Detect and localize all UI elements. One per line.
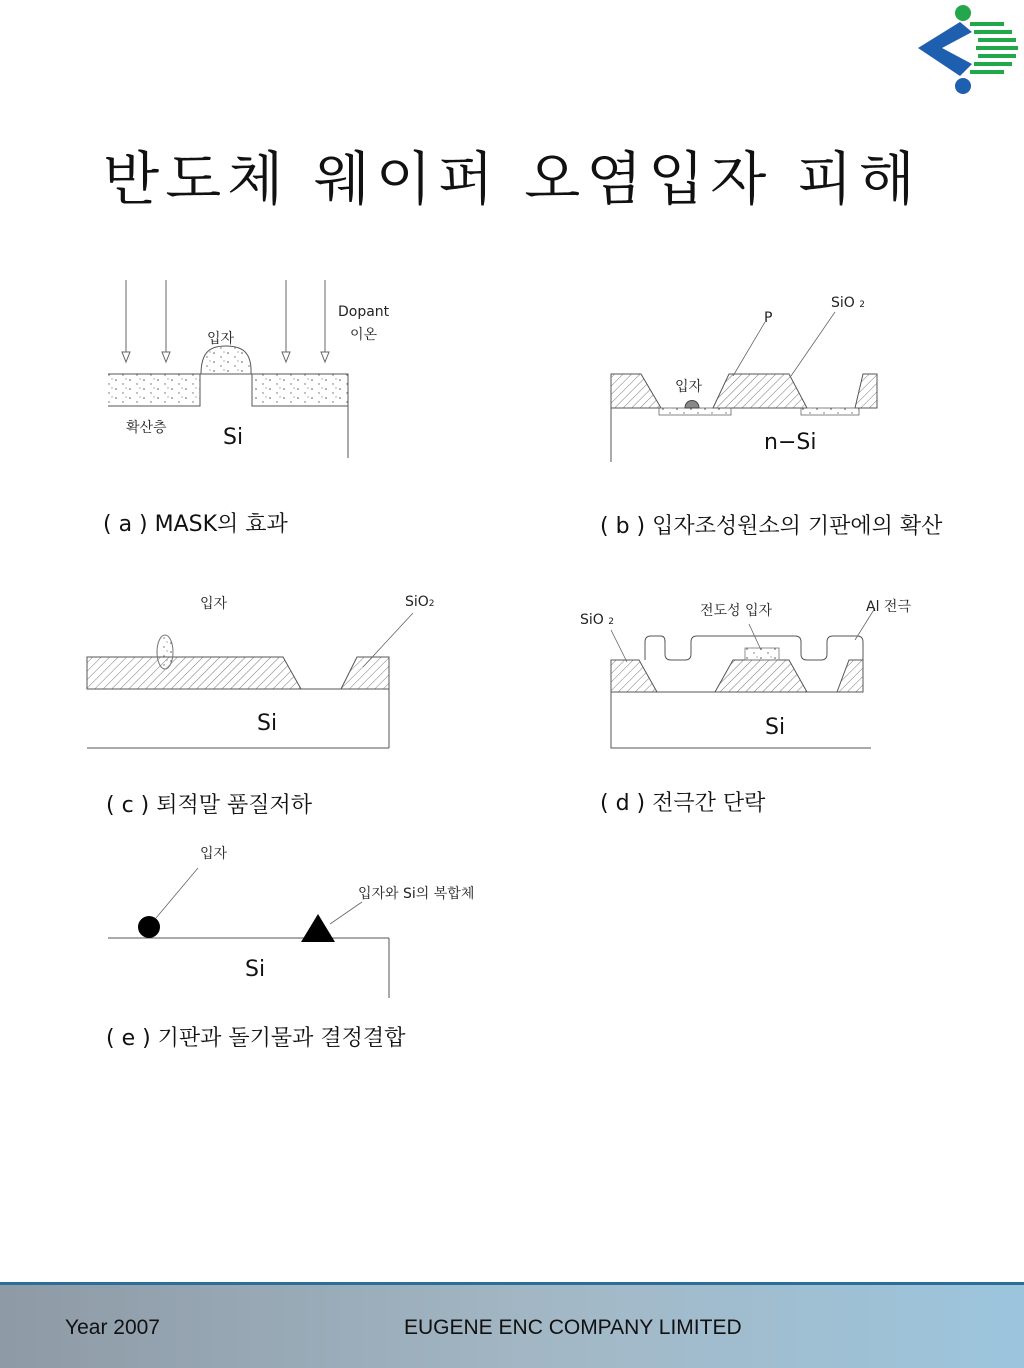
panel-e-particle-label: 입자: [200, 846, 228, 862]
panel-a-caption: ( a ) MASK의 효과: [103, 512, 288, 537]
panel-b-caption: ( b ) 입자조성원소의 기판에의 확산: [600, 514, 943, 539]
panel-e-complex-label: 입자와 Si의 복합체: [358, 886, 475, 902]
footer-year: Year 2007: [65, 1316, 160, 1339]
footer-company: EUGENE ENC COMPANY LIMITED: [404, 1316, 742, 1339]
panel-d-substrate-label: Si: [765, 715, 786, 740]
panel-a-substrate-label: Si: [223, 425, 244, 450]
panel-d-diagram: [605, 620, 880, 755]
panel-d-sio2-label: [580, 612, 614, 628]
panel-c-substrate-label: Si: [257, 711, 278, 736]
panel-c-particle-label: 입자: [200, 596, 228, 612]
panel-b-diagram: [605, 290, 885, 465]
panel-c-sio2-label: [405, 594, 435, 610]
panel-d-sio2-text: SiO: [580, 612, 604, 628]
panel-c-diagram: [85, 605, 415, 755]
panel-d-caption: ( d ) 전극간 단락: [600, 791, 766, 816]
panel-b-sio2-text: SiO: [831, 295, 855, 311]
panel-a-ion-label: 이온: [350, 327, 378, 343]
panel-a-layer-label: 확산층: [126, 420, 167, 436]
panel-d-sio2-subscript: 2: [608, 617, 614, 627]
panel-c-sio2-subscript: 2: [428, 599, 435, 609]
panel-c-sio2-text: SiO: [405, 594, 429, 610]
company-logo: [912, 2, 1020, 96]
panel-b-sio2-label: [831, 295, 865, 311]
panel-e-substrate-label: Si: [245, 957, 266, 982]
panel-b-substrate-label: n−Si: [764, 430, 817, 455]
slide-title: 반도체 웨이퍼 오염입자 피해: [103, 145, 921, 213]
panel-a-particle-label: 입자: [207, 331, 235, 347]
panel-c-caption: ( c ) 퇴적말 품질저하: [106, 793, 312, 818]
panel-d-electrode-label: Al 전극: [866, 599, 911, 615]
panel-e-caption: ( e ) 기판과 돌기물과 결정결합: [106, 1026, 406, 1051]
panel-b-particle-label: 입자: [675, 379, 703, 395]
panel-a-dopant-label: Dopant: [338, 304, 390, 320]
panel-d-particle-label: 전도성 입자: [700, 603, 773, 619]
panel-b-sio2-subscript: 2: [859, 300, 865, 310]
panel-b-p-label: P: [764, 310, 773, 326]
